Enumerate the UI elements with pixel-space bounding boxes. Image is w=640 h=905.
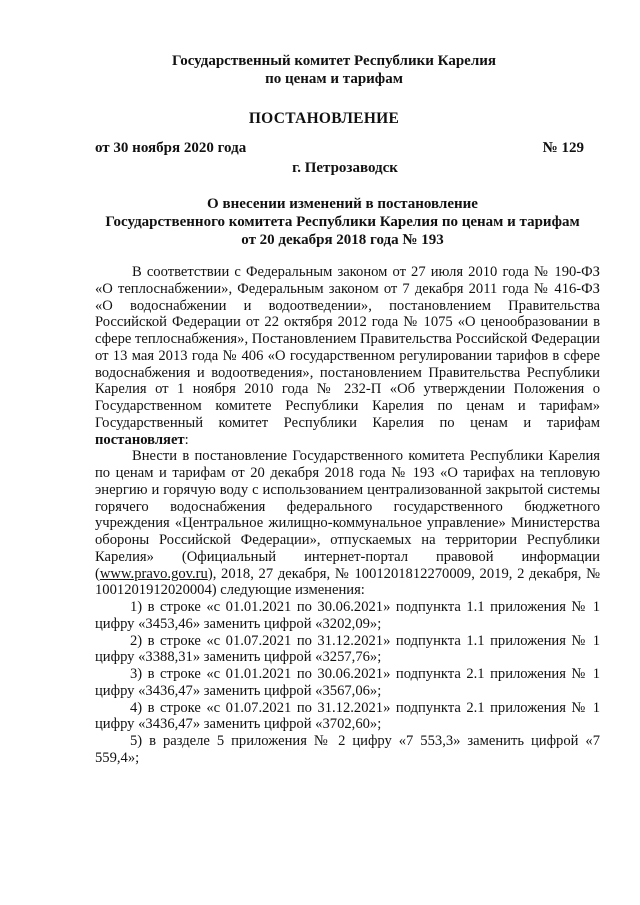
authority-line-1: Государственный комитет Республики Карелия (172, 53, 496, 69)
preamble-text: В соответствии с Федеральным законом от 27 июля 2010 года № 190-ФЗ «О теплоснабжении», Федеральным законом от 7 декабря 2011 года № 416-ФЗ «О водоснабжении и водоотведении», постановлением Правительства Российской Федерации от 22 октября 2012 года № 1075 «О ценообразовании в сфере теплоснабжения», Постановлением Правительства Российской Федерации от 13 мая 2013 года № 406 «О государственном регулировании тарифов в сфере водоснабжения и водоотведения», постановлением Правительства Республики Карелия от 1 ноября 2010 года № 232-П «Об утверждении Положения о Государственном комитете Республики Карелия по ценам и тарифам» Государственный комитет Республики Карелия по ценам и тарифам (95, 264, 600, 431)
authority-line-2: по ценам и тарифам (265, 71, 403, 87)
document-type: ПОСТАНОВЛЕНИЕ (248, 110, 400, 127)
preamble-paragraph (95, 264, 600, 448)
resolves-colon: : (184, 431, 189, 448)
resolves-word: постановляет (95, 431, 185, 448)
list-item: 3) в строке «с 01.01.2021 по 30.06.2021» подпункта 2.1 приложения № 1 цифру «3436,47» заменить цифрой «3567,06»; (95, 666, 600, 699)
document-city: г. Петрозаводск (292, 160, 398, 176)
main-paragraph (95, 448, 600, 599)
main-text-part-1: Внести в постановление Государственного комитета Республики Карелия по ценам и тарифам от 20 декабря 2018 года № 193 «О тарифах на тепловую энергию и горячую воду с использованием централизованной закрытой системы горячего водоснабжения федерального государственного бюджетного учреждения «Центральное жилищно-коммунальное управление» Министерства обороны Российской Федерации», отпускаемых на территории Республики Карелия» (Официальный интернет-портал правовой информации ( (95, 448, 600, 582)
subject-line-1: О внесении изменений в постановление (207, 196, 478, 212)
list-item: 4) в строке «с 01.07.2021 по 31.12.2021» подпункта 2.1 приложения № 1 цифру «3436,47» заменить цифрой «3702,60»; (95, 699, 600, 733)
subject-line-3: от 20 декабря 2018 года № 193 (241, 232, 444, 248)
list-item: 2) в строке «с 01.07.2021 по 31.12.2021» подпункта 1.1 приложения № 1 цифру «3388,31» заменить цифрой «3257,76»; (95, 632, 600, 666)
subject-line-2: Государственного комитета Республики Карелия по ценам и тарифам (105, 214, 580, 230)
document-subject (95, 195, 590, 249)
document-number: № 129 (542, 140, 584, 156)
pravo-link[interactable]: www.pravo.gov.ru (99, 565, 208, 582)
list-item: 5) в разделе 5 приложения № 2 цифру «7 553,3» заменить цифрой «7 559,4»; (95, 733, 600, 766)
issuing-authority (14, 52, 640, 88)
main-text-part-2: ), 2018, 27 декабря, № 1001201812270009, 2019, 2 декабря, № 1001201912020004) следующие изменения: (95, 565, 600, 599)
document-body (95, 264, 600, 767)
document-date: от 30 ноября 2020 года (95, 140, 247, 156)
list-item: 1) в строке «с 01.01.2021 по 30.06.2021» подпункта 1.1 приложения № 1 цифру «3453,46» заменить цифрой «3202,09»; (95, 599, 600, 632)
